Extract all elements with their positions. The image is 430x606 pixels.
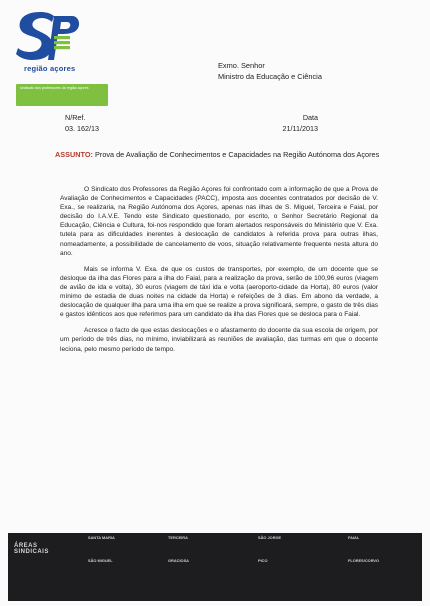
footer-bar: [8, 533, 422, 601]
recipient-title: Ministro da Educação e Ciência: [218, 72, 322, 81]
sp-logo-icon: [10, 6, 80, 66]
union-logo: [10, 6, 120, 106]
footer-brand-line2: SINDICAIS: [14, 549, 49, 555]
body-paragraph-3: Acresce o facto de que estas deslocações e o afastamento do docente da sua escola de origem, por um período de três dias, no mínimo, inviabilizará as reuniões de avaliação, das turmas em que o docente leciona, pelo mesmo período de tempo.: [60, 327, 378, 353]
footer-column-title: FAIAL: [348, 535, 360, 540]
letter-body: [60, 185, 378, 361]
reference-number: 03. 162/13: [65, 123, 99, 133]
subject-label: ASSUNTO:: [55, 150, 93, 159]
footer-column-sub: GRACIOSA: [168, 557, 189, 563]
footer-column-sub: FLORES/CORVO: [348, 557, 380, 563]
footer-column-title: TERCEIRA: [168, 535, 188, 540]
date-block: [268, 113, 318, 134]
date-value: 21/11/2013: [282, 123, 318, 133]
footer-column: [88, 536, 156, 563]
recipient-salutation: Exmo. Senhor: [218, 61, 265, 70]
body-paragraph-1: O Sindicato dos Professores da Região Açores foi confrontado com a informação de que a Prova de Avaliação de Conhecimentos e Capacidades (PACC), imposta aos docentes contratados por decisão de V. Exa., se realizaria, na Região Autónoma dos Açores, apenas nas ilhas de S. Miguel, Terceira e Faial, por decisão do I.A.V.E. Tendo este Sindicato questionado, por escrito, o Senhor Secretário Regional da Educação, Ciência e Cultura, foi-nos respondido que foram alertados responsáveis do Ministério que V. Exa. tutela para as dificuldades inerentes à deslocação de candidatos à referida prova para outras ilhas, nomeadamente, a possibilidade de cancelamento de voos, situação relativamente frequente nesta altura do ano.: [60, 186, 378, 257]
footer-column-title: SANTA MARIA: [88, 535, 115, 540]
footer-brand: [14, 543, 62, 555]
logo-band-text: sindicato dos professores da região açores: [20, 86, 89, 90]
reference-block: [65, 113, 99, 134]
footer-column: [258, 536, 326, 563]
footer-column: [168, 536, 236, 563]
reference-label: N/Ref.: [65, 113, 86, 122]
footer-column-sub: PICO: [258, 557, 268, 563]
body-paragraph-2: Mais se informa V. Exa. de que os custos de transportes, por exemplo, de um docente que se desloque da ilha das Flores para a ilha do Faial, para a realização da prova, serão de 100,96 euros (viagem de avião de ida e volta), 30 euros (viagem de táxi ida e volta (aeroporto-cidade da Horta), 80 euros (valor mínimo de estadia de duas noites na cidade da Horta) e refeições de 3 dias. Em abono da verdade, a deslocação de qualquer ilha para uma ilha em que se realize a prova significará, sempre, o gasto de três dias e gastos idênticos aos que referimos para um candidato da ilha das Flores que se desloca para o Faial.: [60, 265, 378, 319]
logo-region-text: região açores: [24, 64, 76, 73]
subject-line: [55, 150, 385, 160]
footer-column-title: SÃO JORGE: [258, 535, 282, 540]
footer-column: [348, 536, 416, 563]
subject-text: Prova de Avaliação de Conhecimentos e Capacidades na Região Autónoma dos Açores: [95, 150, 380, 159]
footer-column-sub: SÃO MIGUEL: [88, 557, 113, 563]
footer-brand-line1: ÁREAS: [14, 543, 38, 549]
recipient-block: [218, 60, 322, 82]
date-label: Data: [302, 113, 318, 122]
